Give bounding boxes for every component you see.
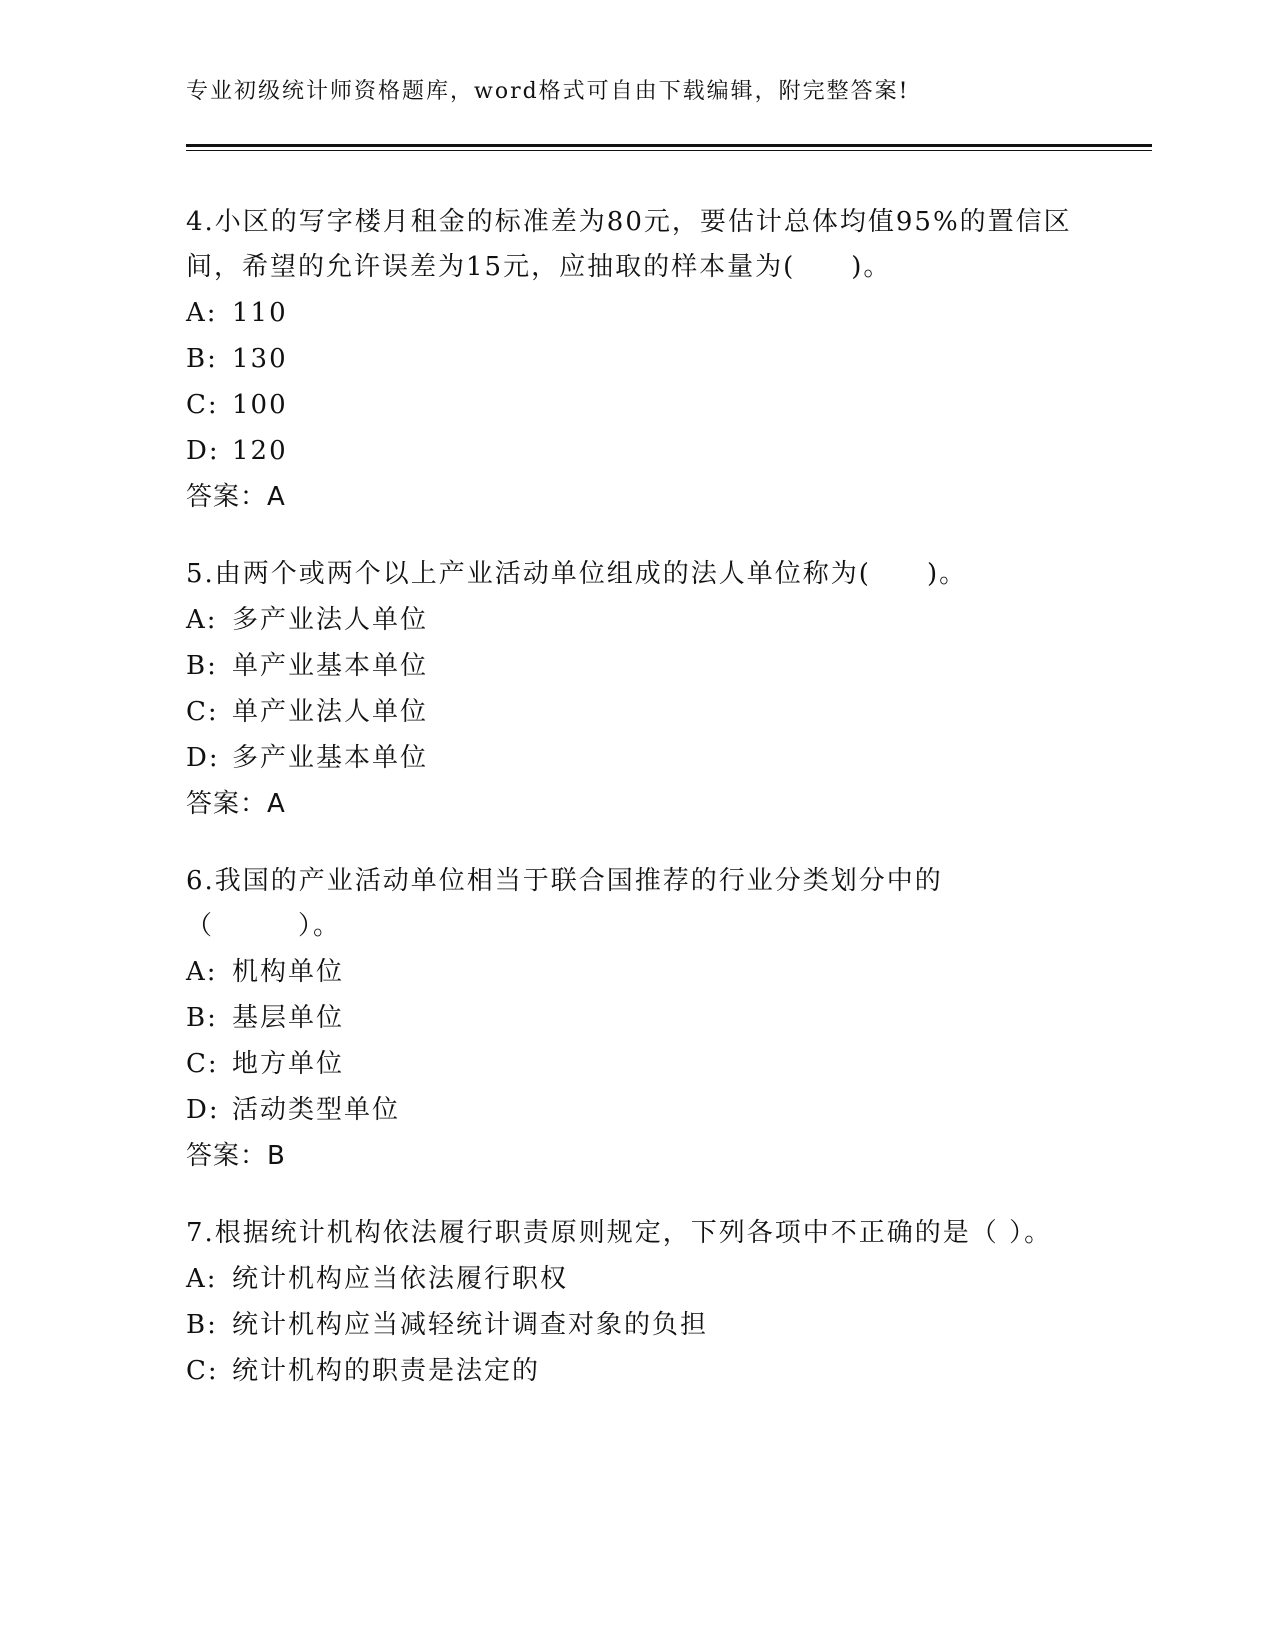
option-text: 基层单位 <box>232 1003 345 1033</box>
option-b <box>186 995 1086 1041</box>
option-d <box>186 735 1086 781</box>
option-b <box>186 336 1086 382</box>
option-a <box>186 290 1086 336</box>
question-7 <box>186 1211 1086 1394</box>
option-b <box>186 1302 1086 1348</box>
question-6 <box>186 859 1086 1179</box>
option-text: 机构单位 <box>232 957 345 987</box>
option-text: 100 <box>232 390 288 420</box>
question-stem: 6.我国的产业活动单位相当于联合国推荐的行业分类划分中的（ ）。 <box>186 866 943 941</box>
option-letter: A: <box>186 1264 218 1294</box>
header-text: 专业初级统计师资格题库，word格式可自由下载编辑，附完整答案! <box>186 79 910 104</box>
answer-label: 答案：A <box>186 482 286 512</box>
option-letter: A: <box>186 957 218 987</box>
option-text: 地方单位 <box>232 1049 345 1079</box>
option-letter: B: <box>186 1003 218 1033</box>
option-letter: C: <box>186 390 219 420</box>
answer-label: 答案：A <box>186 789 286 819</box>
answer-label: 答案：B <box>186 1141 286 1171</box>
option-b <box>186 643 1086 689</box>
option-letter: D: <box>186 743 220 773</box>
option-d <box>186 428 1086 474</box>
option-text: 活动类型单位 <box>232 1095 401 1125</box>
question-5 <box>186 552 1086 827</box>
option-letter: D: <box>186 1095 220 1125</box>
option-letter: C: <box>186 1049 219 1079</box>
option-text: 统计机构应当减轻统计调查对象的负担 <box>232 1310 709 1340</box>
option-letter: C: <box>186 1356 219 1386</box>
option-text: 统计机构的职责是法定的 <box>232 1356 541 1386</box>
question-4 <box>186 200 1086 520</box>
option-letter: B: <box>186 1310 218 1340</box>
option-letter: C: <box>186 697 219 727</box>
option-c <box>186 382 1086 428</box>
option-letter: B: <box>186 651 218 681</box>
option-d <box>186 1087 1086 1133</box>
option-a <box>186 1256 1086 1302</box>
question-stem: 4.小区的写字楼月租金的标准差为80元，要估计总体均值95%的置信区间，希望的允许误差为15元，应抽取的样本量为( )。 <box>186 207 1072 282</box>
option-text: 多产业基本单位 <box>232 743 429 773</box>
option-text: 单产业基本单位 <box>232 651 429 681</box>
option-c <box>186 1041 1086 1087</box>
option-letter: B: <box>186 344 218 374</box>
option-a <box>186 949 1086 995</box>
question-stem: 5.由两个或两个以上产业活动单位组成的法人单位称为( )。 <box>186 559 968 589</box>
option-text: 统计机构应当依法履行职权 <box>232 1264 569 1294</box>
question-list <box>186 200 1086 1426</box>
question-stem: 7.根据统计机构依法履行职责原则规定，下列各项中不正确的是（ ）。 <box>186 1218 1053 1248</box>
option-text: 单产业法人单位 <box>232 697 429 727</box>
option-letter: D: <box>186 436 220 466</box>
option-text: 130 <box>232 344 288 374</box>
option-letter: A: <box>186 605 218 635</box>
option-c <box>186 1348 1086 1394</box>
option-letter: A: <box>186 298 218 328</box>
option-text: 120 <box>232 436 288 466</box>
header-divider <box>186 144 1152 147</box>
option-text: 多产业法人单位 <box>232 605 429 635</box>
option-c <box>186 689 1086 735</box>
option-a <box>186 597 1086 643</box>
option-text: 110 <box>232 298 288 328</box>
